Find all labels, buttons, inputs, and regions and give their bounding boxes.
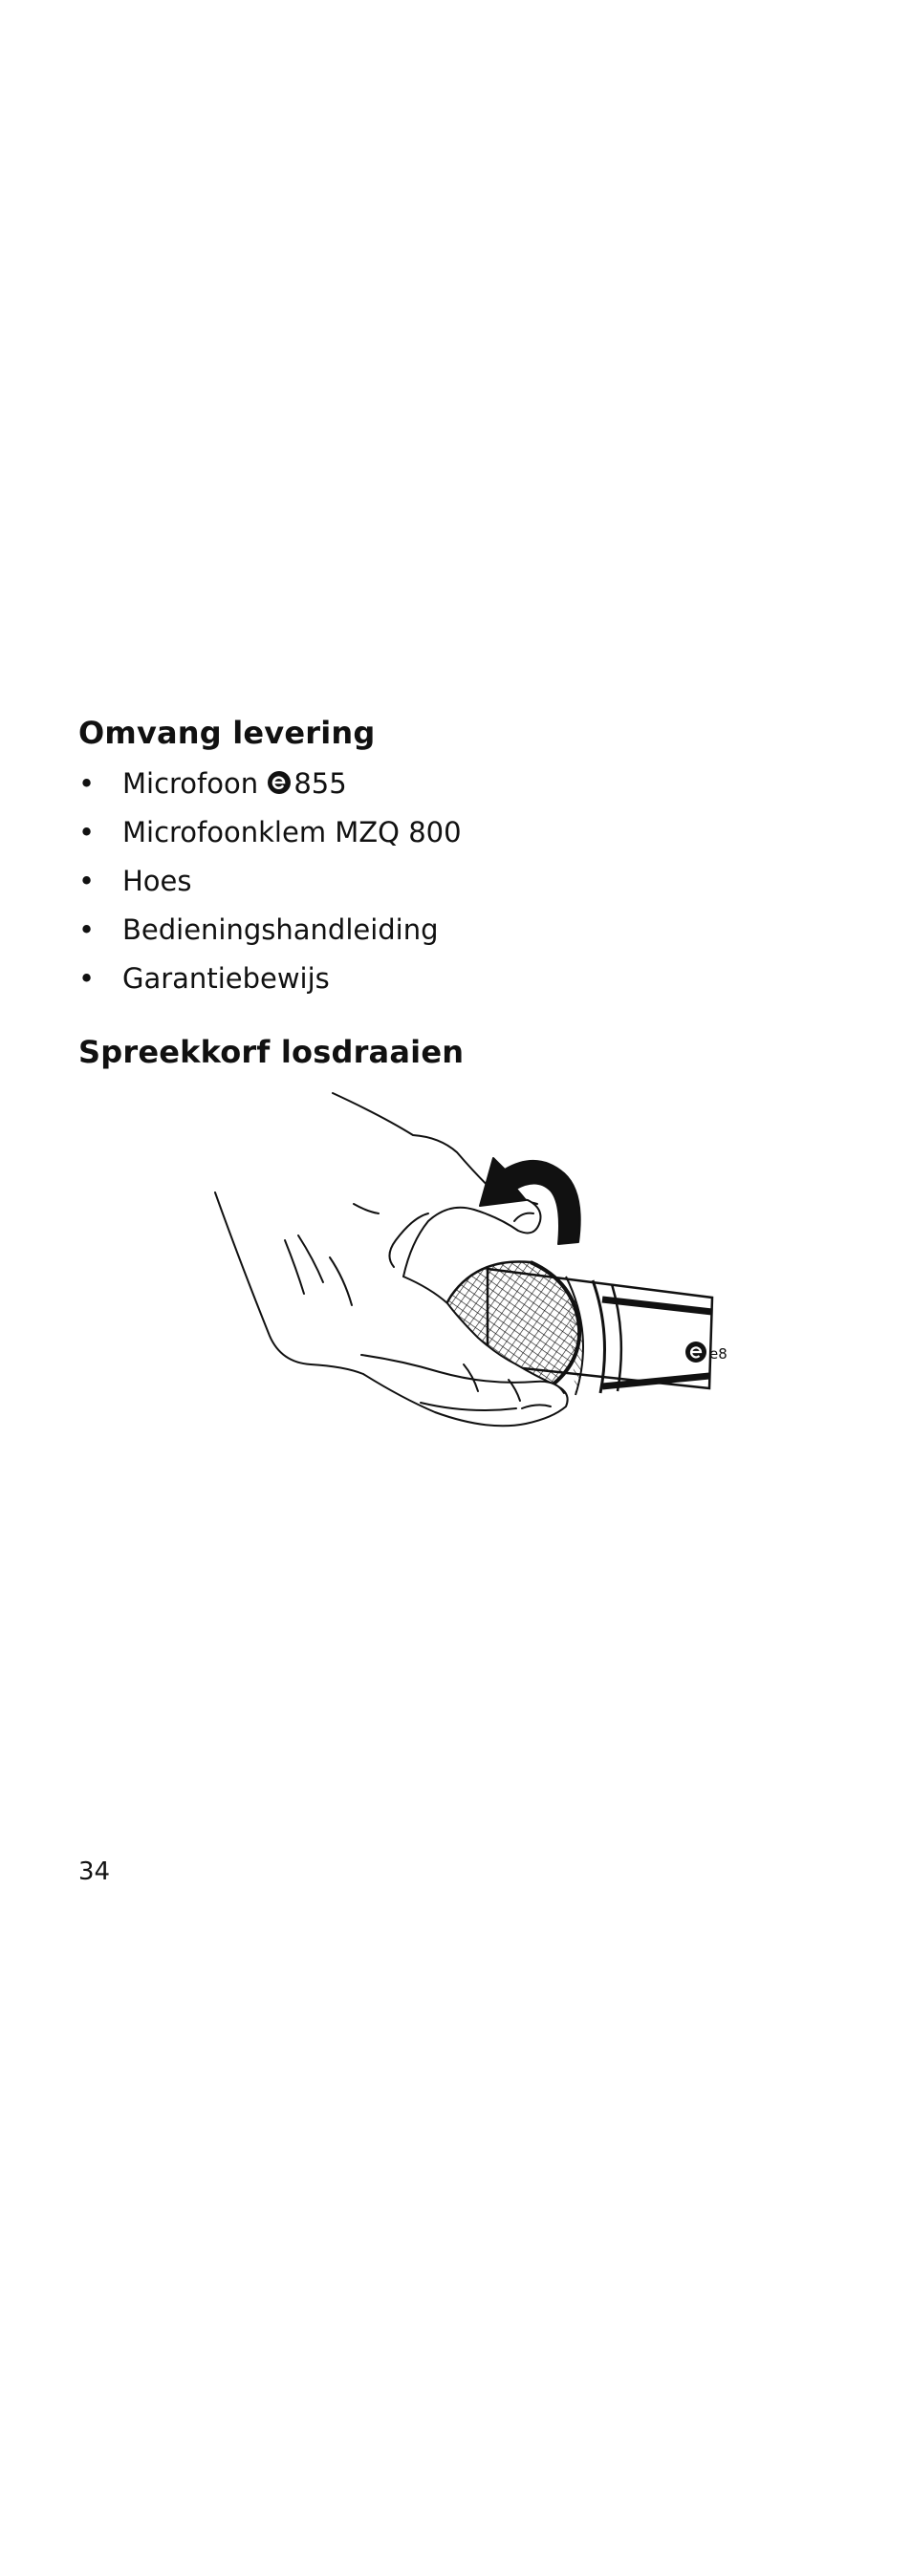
bullet-icon: • xyxy=(78,816,96,848)
section-title-delivery: Omvang levering xyxy=(78,715,376,751)
logo-label-fragment: e8 xyxy=(709,1345,727,1363)
hand-unscrewing-microphone-grille-icon xyxy=(201,1078,727,1441)
list-item-text: Bedieningshandleiding xyxy=(122,913,439,946)
bullet-icon: • xyxy=(78,913,96,946)
list-item-text: Hoes xyxy=(122,865,192,897)
list-item-text: Microfoonklem MZQ 800 xyxy=(122,816,462,848)
sennheiser-e-logo-icon xyxy=(685,1342,706,1363)
section-title-unscrew: Spreekkorf losdraaien xyxy=(78,1034,465,1070)
list-item xyxy=(78,959,462,1008)
list-item-text: Garantiebewijs xyxy=(122,962,330,995)
bullet-icon: • xyxy=(78,767,96,800)
delivery-list xyxy=(78,764,462,1008)
list-item xyxy=(78,813,462,862)
page-number: 34 xyxy=(78,1857,111,1886)
list-item xyxy=(78,911,462,959)
bullet-icon: • xyxy=(78,865,96,897)
sennheiser-e-logo-icon xyxy=(267,770,292,795)
list-item xyxy=(78,764,462,813)
list-item-model: 855 xyxy=(293,767,347,800)
list-item xyxy=(78,862,462,911)
hand xyxy=(215,1093,568,1426)
list-item-text: Microfoon xyxy=(122,767,259,800)
bullet-icon: • xyxy=(78,962,96,995)
